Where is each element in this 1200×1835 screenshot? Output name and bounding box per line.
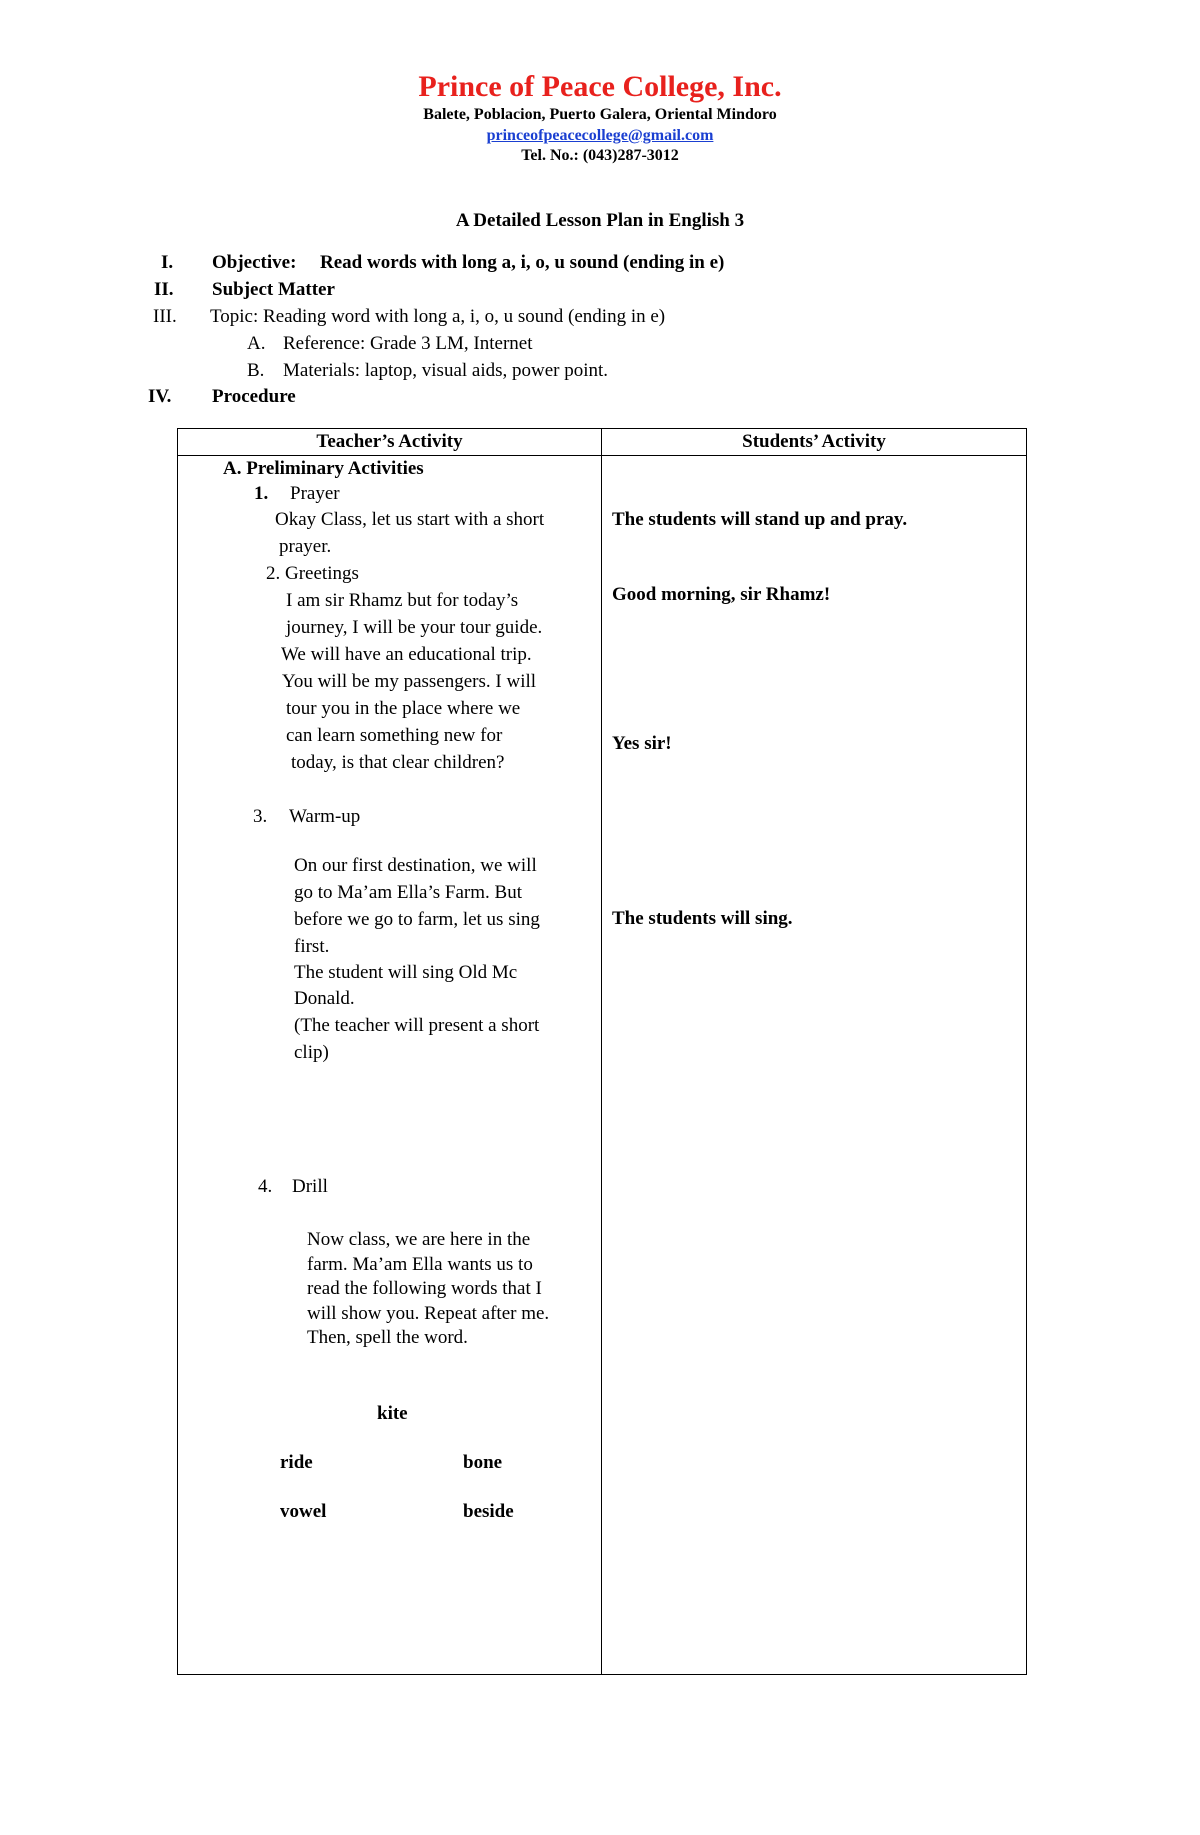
outline-number-iv: IV.	[148, 386, 172, 407]
warm-up-line: Donald.	[294, 988, 355, 1009]
outline-number-i: I.	[161, 252, 174, 273]
outline-letter-b: B.	[247, 360, 265, 381]
drill-word: bone	[463, 1452, 503, 1473]
teacher-activity-header: Teacher’s Activity	[178, 429, 602, 456]
student-response: Good morning, sir Rhamz!	[612, 584, 831, 605]
item-1-number: 1.	[254, 483, 269, 504]
drill-word: ride	[280, 1452, 313, 1473]
drill-line: read the following words that I	[307, 1278, 542, 1299]
student-response: The students will sing.	[612, 908, 793, 929]
procedure-label: Procedure	[212, 386, 296, 407]
greetings-line: can learn something new for	[286, 725, 503, 746]
drill-line: will show you. Repeat after me.	[307, 1303, 550, 1324]
item-4-number: 4.	[258, 1176, 273, 1197]
warm-up-line: (The teacher will present a short	[294, 1015, 540, 1036]
teacher-activity-cell	[178, 456, 602, 1675]
objective-label: Objective:	[212, 252, 297, 273]
preliminary-activities-heading: A. Preliminary Activities	[223, 458, 424, 479]
outline-letter-a: A.	[247, 333, 266, 354]
warm-up-line: On our first destination, we will	[294, 855, 537, 876]
item-3-number: 3.	[253, 806, 268, 827]
greetings-line: journey, I will be your tour guide.	[286, 617, 543, 638]
college-address: Balete, Poblacion, Puerto Galera, Oriental Mindoro	[423, 106, 777, 123]
prayer-line: Okay Class, let us start with a short	[275, 509, 545, 530]
prayer-line: prayer.	[279, 536, 332, 557]
drill-line: Now class, we are here in the	[307, 1229, 531, 1250]
student-response: The students will stand up and pray.	[612, 509, 908, 530]
drill-title: Drill	[292, 1176, 328, 1197]
greetings-line: You will be my passengers. I will	[282, 671, 537, 692]
drill-word: kite	[377, 1403, 408, 1424]
students-activity-header: Students’ Activity	[602, 429, 1027, 456]
warm-up-line: first.	[294, 936, 330, 957]
warm-up-line: before we go to farm, let us sing	[294, 909, 540, 930]
outline-number-iii: III.	[153, 306, 177, 327]
drill-line: Then, spell the word.	[307, 1327, 468, 1348]
reference-text: Reference: Grade 3 LM, Internet	[283, 333, 533, 354]
drill-word: vowel	[280, 1501, 327, 1522]
warm-up-line: The student will sing Old Mc	[294, 962, 518, 983]
topic-text: Topic: Reading word with long a, i, o, u sound (ending in e)	[210, 306, 666, 327]
drill-line: farm. Ma’am Ella wants us to	[307, 1254, 533, 1275]
students-activity-cell	[602, 456, 1027, 1675]
college-telephone: Tel. No.: (043)287-3012	[521, 147, 679, 164]
greetings-line: today, is that clear children?	[291, 752, 505, 773]
prayer-title: Prayer	[290, 483, 340, 504]
warm-up-line: go to Ma’am Ella’s Farm. But	[294, 882, 522, 903]
greetings-line: tour you in the place where we	[286, 698, 521, 719]
greetings-line: I am sir Rhamz but for today’s	[286, 590, 519, 611]
warm-up-line: clip)	[294, 1042, 329, 1063]
materials-text: Materials: laptop, visual aids, power point.	[283, 360, 609, 381]
objective-text: Read words with long a, i, o, u sound (ending in e)	[320, 252, 725, 273]
college-email-link[interactable]: princeofpeacecollege@gmail.com	[486, 127, 714, 144]
greetings-title: 2. Greetings	[266, 563, 359, 584]
warm-up-title: Warm-up	[289, 806, 361, 827]
subject-matter-label: Subject Matter	[212, 279, 335, 300]
outline-number-ii: II.	[154, 279, 174, 300]
drill-word: beside	[463, 1501, 514, 1522]
procedure-table	[177, 428, 1027, 1675]
greetings-line: We will have an educational trip.	[281, 644, 532, 665]
student-response: Yes sir!	[612, 733, 672, 754]
lesson-plan-title: A Detailed Lesson Plan in English 3	[455, 210, 745, 231]
college-name: Prince of Peace College, Inc.	[418, 70, 782, 103]
